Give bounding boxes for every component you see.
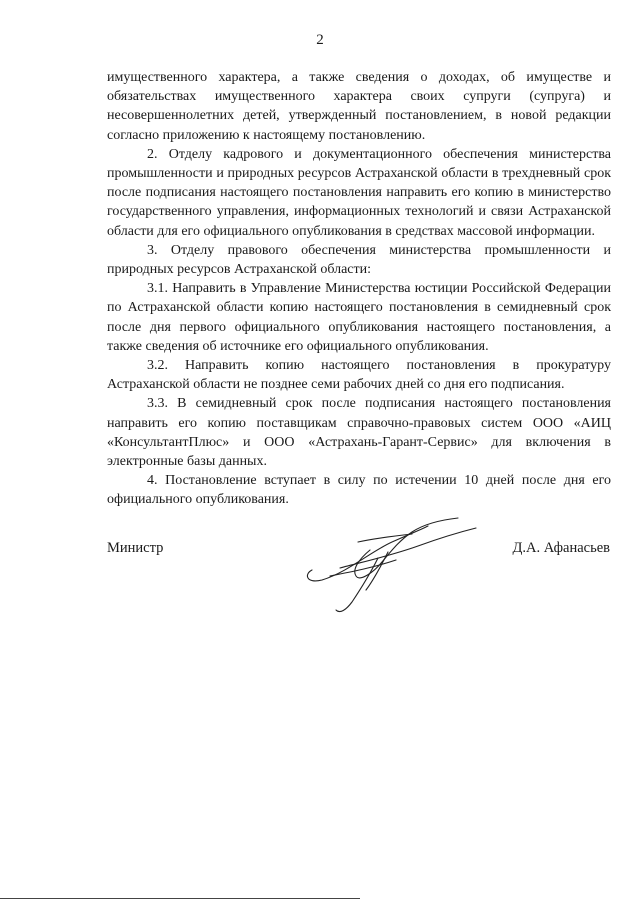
document-body: [107, 68, 611, 510]
signer-name: Д.А. Афанасьев: [512, 540, 610, 556]
paragraph-item-3-1: 3.1. Направить в Управление Министерства юстиции Российской Федерации по Астраханской области копию настоящего постановления в семидневный срок после дня первого официального опубликования настоящего постановления, а также сведения об источнике его официального опубликования.: [107, 281, 611, 354]
handwritten-signature: [300, 512, 490, 620]
paragraph-item-3-3: 3.3. В семидневный срок после подписания настоящего постановления направить его копию поставщикам справочно-правовых систем ООО «АИЦ «КонсультантПлюс» и ООО «Астрахань-Гарант-Сервис» для включения в электронные базы данных.: [107, 396, 611, 470]
paragraph-item-4: 4. Постановление вступает в силу по истечении 10 дней после дня его официального опубликования.: [107, 473, 611, 508]
bottom-divider: [0, 898, 360, 899]
signer-title: Министр: [107, 540, 164, 556]
paragraph-item-2: 2. Отделу кадрового и документационного обеспечения министерства промышленности и природных ресурсов Астраханской области в трехдневный срок после подписания настоящего постановления направить его копию в министерство государственного управления, информационных технологий и связи Астраханской области для его официального опубликования в средствах массовой информации.: [107, 146, 611, 239]
paragraph-item-3: 3. Отделу правового обеспечения министерства промышленности и природных ресурсов Астраханской области:: [107, 242, 611, 278]
paragraph-item-3-2: 3.2. Направить копию настоящего постановления в прокуратуру Астраханской области не позднее семи рабочих дней со дня его подписания.: [107, 358, 611, 393]
paragraph-continuation: имущественного характера, а также сведения о доходах, об имуществе и обязательствах имущественного характера своих супруги (супруга) и несовершеннолетних детей, утвержденный постановлением, в новой редакции согласно приложению к настоящему постановлению.: [107, 70, 611, 143]
page-number: 2: [316, 32, 324, 48]
